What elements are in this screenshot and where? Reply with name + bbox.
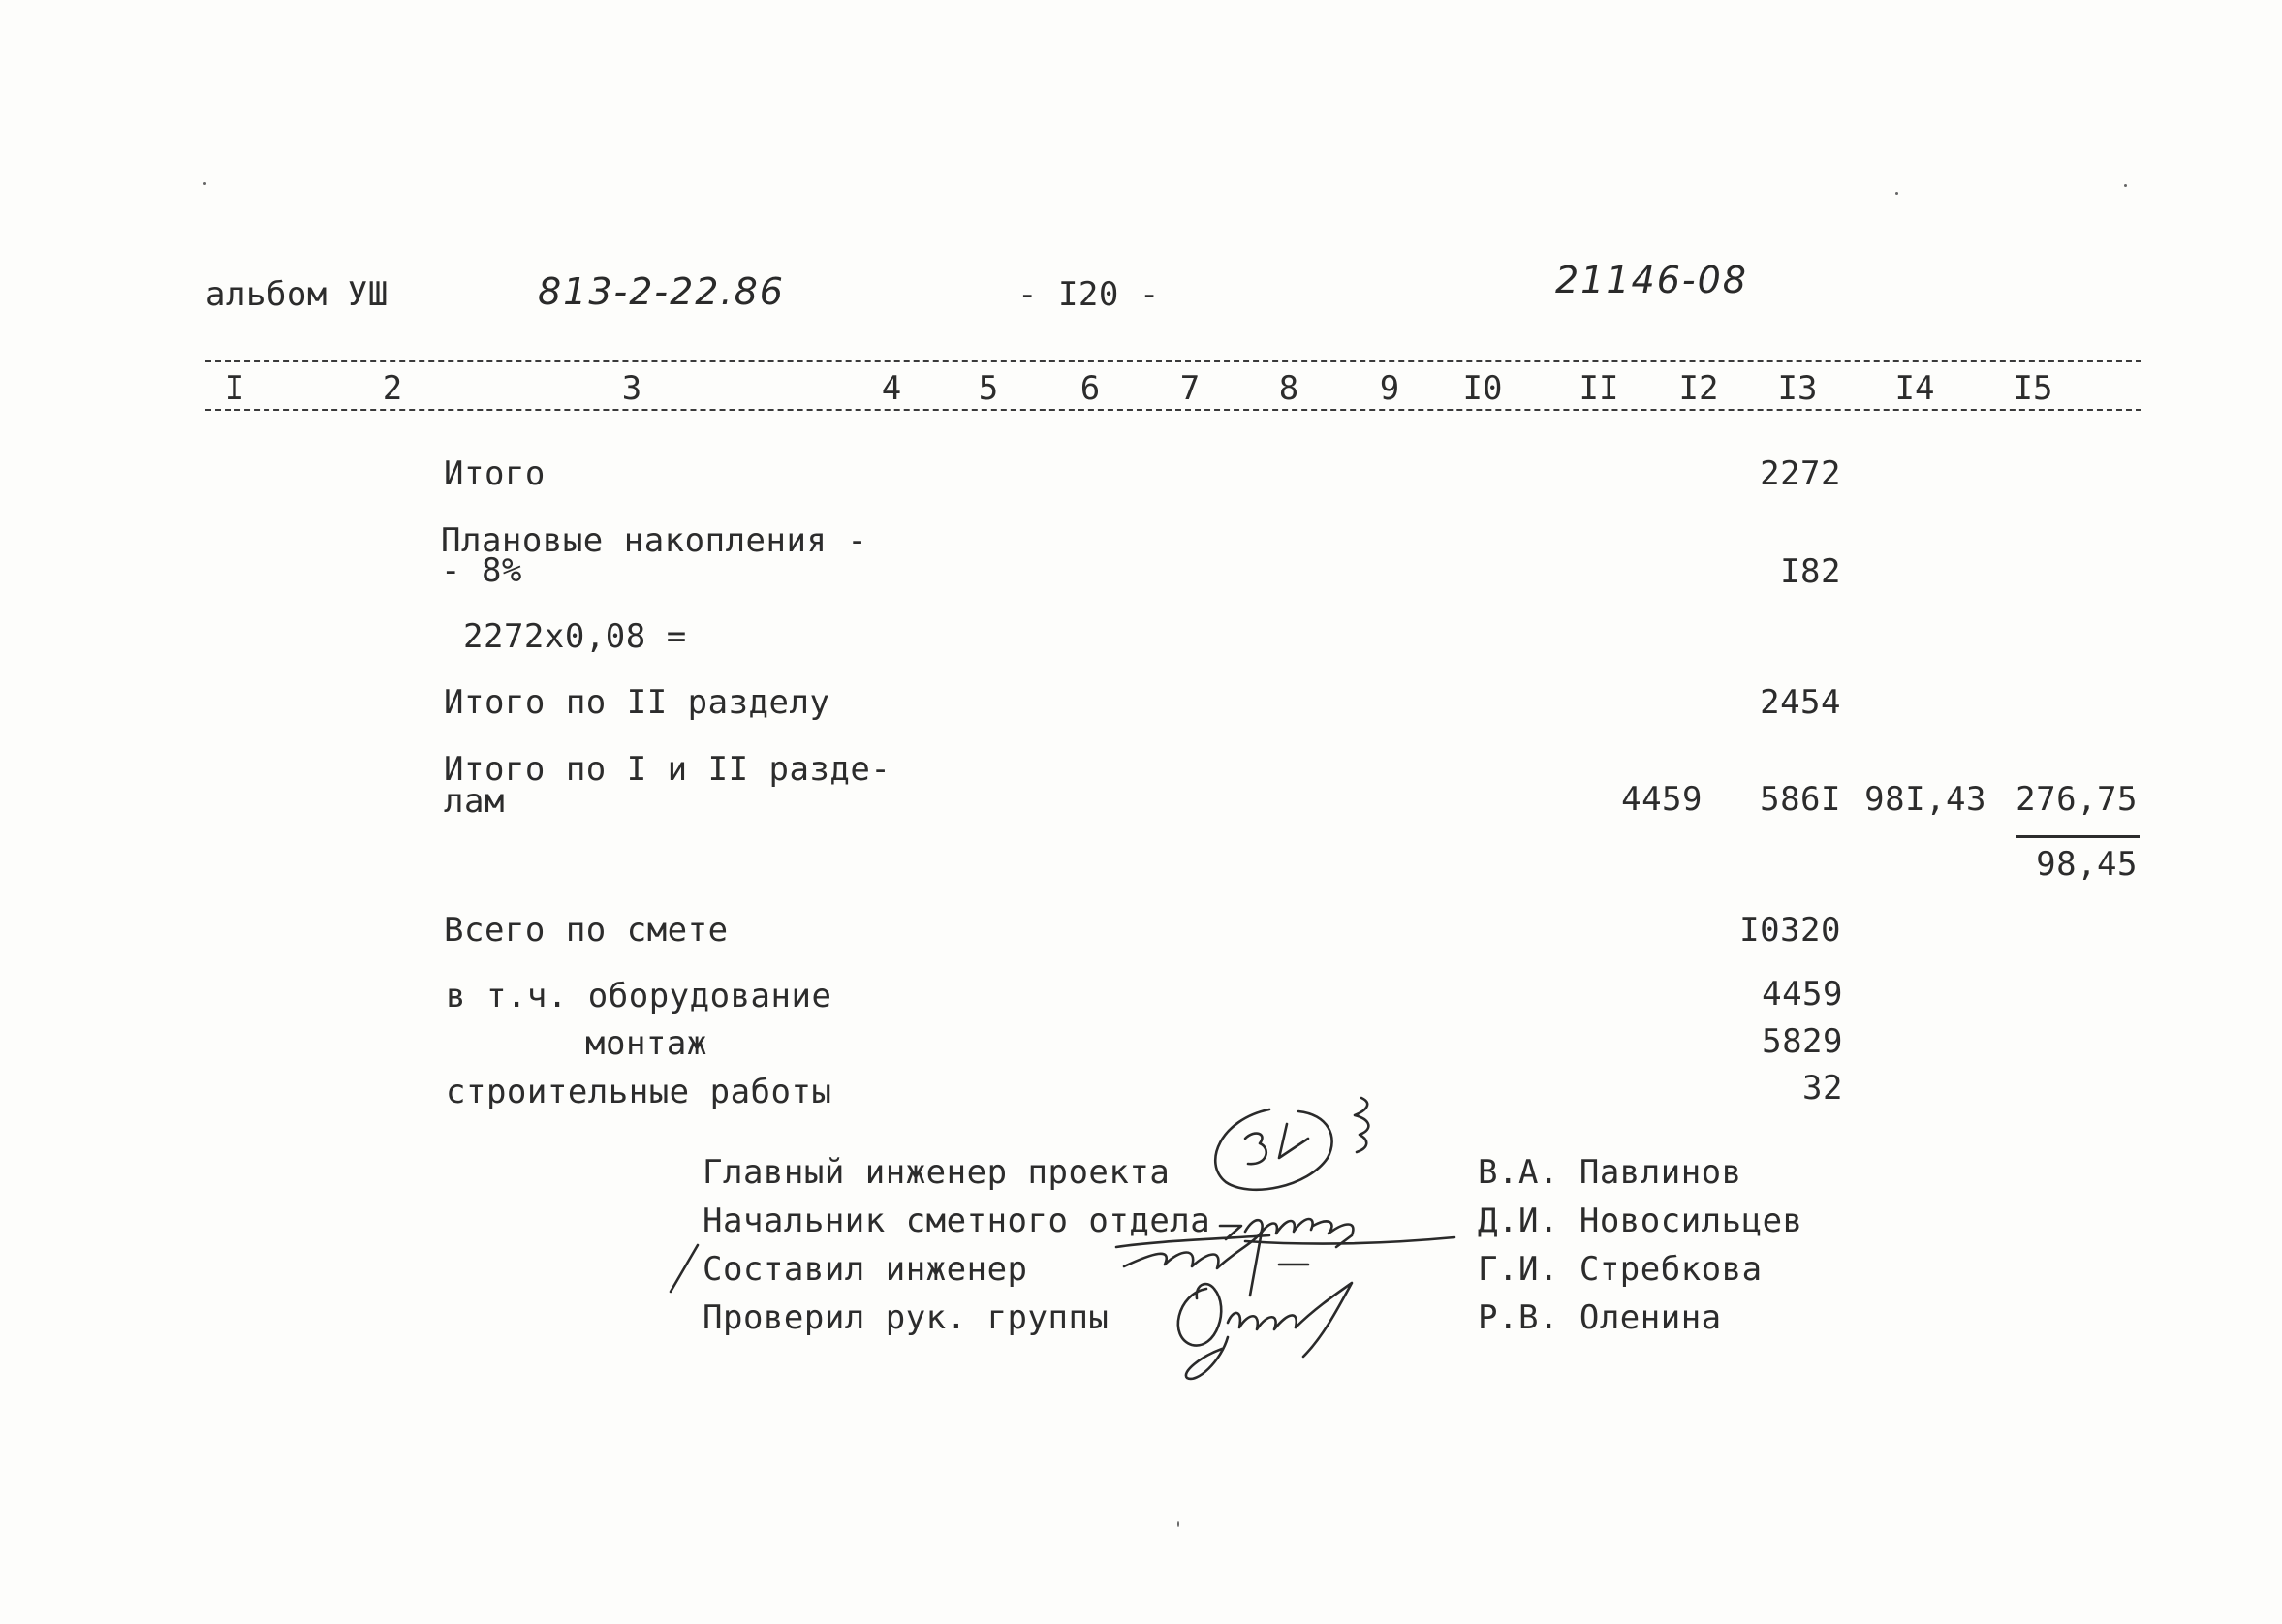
page-number: - I20 - — [1017, 275, 1160, 314]
scan-speck — [203, 182, 206, 185]
row-sections12-col13: 586I — [1760, 780, 1841, 819]
signature-role-2: Начальник сметного отдела — [703, 1202, 1211, 1240]
row-sections12-label-1: Итого по I и II разде- — [444, 750, 891, 789]
column-number-7: 7 — [1179, 369, 1201, 408]
signature-name-3: Г.И. Стребкова — [1478, 1250, 1763, 1289]
column-number-13: I3 — [1777, 369, 1818, 408]
signature-name-1: В.А. Павлинов — [1478, 1153, 1742, 1192]
row-mounting-label: монтаж — [585, 1024, 707, 1063]
row-sections12-col11: 4459 — [1621, 780, 1703, 819]
row-including-label: в т.ч. оборудование — [446, 977, 832, 1015]
row-section2-col13: 2454 — [1760, 683, 1841, 722]
row-plan-label-1: Плановые накопления - — [441, 521, 868, 560]
row-total-label: Всего по смете — [444, 911, 729, 950]
column-number-12: I2 — [1678, 369, 1719, 408]
row-total-col13: I0320 — [1739, 911, 1841, 950]
album-label: альбом УШ — [205, 275, 389, 314]
fraction-rule — [2016, 835, 2140, 838]
row-sections12-col15-bottom: 98,45 — [2036, 845, 2138, 884]
row-construction-col13: 32 — [1802, 1069, 1843, 1108]
column-number-4: 4 — [881, 369, 902, 408]
column-strip-bottom-rule — [205, 409, 2141, 411]
row-including-col13: 4459 — [1762, 975, 1843, 1014]
row-itogo-col13: 2272 — [1760, 454, 1841, 493]
column-number-11: II — [1579, 369, 1619, 408]
signature-role-3: Составил инженер — [703, 1250, 1028, 1289]
column-number-15: I5 — [2013, 369, 2053, 408]
row-sections12-label-2: лам — [444, 782, 505, 821]
signature-group-leader — [1168, 1269, 1371, 1395]
signature-name-4: Р.В. Оленина — [1478, 1298, 1722, 1337]
column-number-9: 9 — [1379, 369, 1400, 408]
column-strip-top-rule — [205, 360, 2141, 362]
signature-chief-engineer — [1202, 1090, 1405, 1206]
row-itogo-label: Итого — [444, 454, 546, 493]
document-number: 21146-08 — [1555, 259, 1748, 301]
project-code: 813-2-22.86 — [538, 270, 785, 313]
signature-name-2: Д.И. Новосильцев — [1478, 1202, 1803, 1240]
scan-speck — [2124, 184, 2127, 187]
signature-role-4: Проверил рук. группы — [703, 1298, 1110, 1337]
scan-speck — [1177, 1521, 1179, 1527]
column-number-10: I0 — [1462, 369, 1503, 408]
signature-role-1: Главный инженер проекта — [703, 1153, 1171, 1192]
column-number-5: 5 — [978, 369, 999, 408]
column-number-2: 2 — [382, 369, 403, 408]
row-construction-label: строительные работы — [446, 1073, 832, 1111]
row-plan-label-2: - 8% — [441, 551, 522, 590]
column-number-1: I — [224, 369, 245, 408]
column-number-3: 3 — [621, 369, 642, 408]
row-section2-label: Итого по II разделу — [444, 683, 830, 722]
column-number-14: I4 — [1894, 369, 1935, 408]
row-sections12-col15-top: 276,75 — [2016, 780, 2138, 819]
row-plan-formula: 2272х0,08 = — [463, 617, 687, 656]
column-number-6: 6 — [1079, 369, 1101, 408]
row-sections12-col14: 98I,43 — [1864, 780, 1986, 819]
row-plan-col13: I82 — [1780, 552, 1841, 591]
scan-speck — [1895, 192, 1898, 195]
column-number-8: 8 — [1278, 369, 1299, 408]
row-mounting-col13: 5829 — [1762, 1022, 1843, 1061]
